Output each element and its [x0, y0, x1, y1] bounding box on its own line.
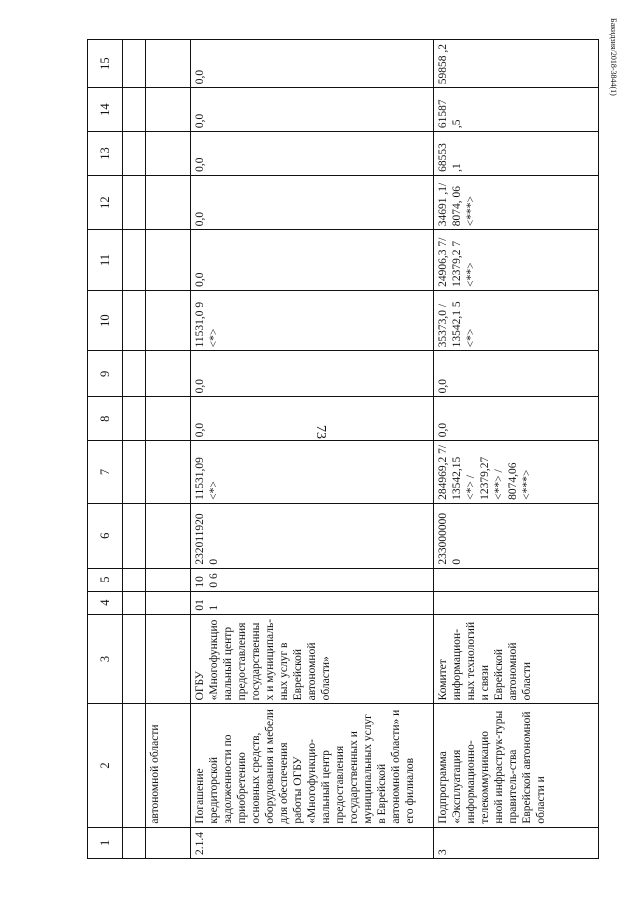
cell-col4: 011	[191, 591, 434, 614]
cell-col14: 0,0	[191, 88, 434, 132]
empty-cell	[123, 397, 146, 441]
header-row	[88, 40, 123, 859]
page-number: 73	[313, 425, 328, 439]
header-cell: 11	[88, 230, 123, 291]
executor-cell: ОГБУ «Многофункцио нальный центр предоставления государственных и муниципаль-ных услуг в Еврейской автономной области»	[191, 614, 434, 704]
program-table	[87, 39, 599, 859]
empty-cell	[123, 704, 146, 827]
header-cell: 5	[88, 568, 123, 591]
empty-cell	[123, 441, 146, 504]
header-cell: 4	[88, 591, 123, 614]
continuation-row	[146, 40, 191, 859]
empty-cell	[123, 88, 146, 132]
cell-col12: 34691 ,1/ 8074, 06 <***>	[434, 175, 599, 229]
cell-col14: 61587 ,5	[434, 88, 599, 132]
cell-col8: 0,0	[191, 397, 434, 441]
cell-col5: 100 6	[191, 568, 434, 591]
header-cell: 7	[88, 441, 123, 504]
header-cell: 6	[88, 503, 123, 568]
cell-col13: 68553 ,1	[434, 132, 599, 176]
header-cell: 10	[88, 290, 123, 351]
empty-cell	[123, 568, 146, 591]
empty-cell	[146, 614, 191, 704]
empty-cell	[146, 397, 191, 441]
empty-cell	[123, 614, 146, 704]
empty-cell	[146, 88, 191, 132]
cell-col5	[434, 568, 599, 591]
cell-col4	[434, 591, 599, 614]
cell-col15: 0,0	[191, 40, 434, 88]
activity-name-cell: Погашение кредиторской задолженности по приобретению основных средств, оборудования и мебели для обеспечения работы ОГБУ «Многофункцио-нальный центр предоставления государственных и муниципальных услуг в Еврейской автономной области» и его филиалов	[191, 704, 434, 827]
cell-col6: 233000000 0	[434, 503, 599, 568]
header-cell: 12	[88, 175, 123, 229]
header-cell: 2	[88, 704, 123, 827]
spacer-row	[123, 40, 146, 859]
cell-col6: 232011920 0	[191, 503, 434, 568]
cell-col9: 0,0	[191, 351, 434, 397]
footer-code: Бакидзия/2018-3844(1)	[609, 18, 618, 96]
empty-cell	[146, 503, 191, 568]
cell-col12: 0,0	[191, 175, 434, 229]
empty-cell	[123, 290, 146, 351]
empty-cell	[146, 40, 191, 88]
activity-name-cell: Подпрограмма «Эксплуатация информационно-телекоммуникацио нной инфраструк-туры правитель-ства Еврейской автономной области и	[434, 704, 599, 827]
cell-col10: 11531,0 9 <*>	[191, 290, 434, 351]
table-row-2-1-4	[191, 40, 434, 859]
header-cell: 9	[88, 351, 123, 397]
empty-cell	[146, 441, 191, 504]
row-number-cell: 2.1.4	[191, 827, 434, 858]
header-cell: 1	[88, 827, 123, 858]
empty-cell	[123, 175, 146, 229]
cell-col13: 0,0	[191, 132, 434, 176]
cell-col7: 11531,09 <*>	[191, 441, 434, 504]
empty-cell	[146, 230, 191, 291]
empty-cell	[146, 568, 191, 591]
cell-col10: 35373,0 / 13542,1 5 <*>	[434, 290, 599, 351]
empty-cell	[123, 503, 146, 568]
row-number-cell: 3	[434, 827, 599, 858]
table-row-3	[434, 40, 599, 859]
cell-col11: 0,0	[191, 230, 434, 291]
empty-cell	[123, 40, 146, 88]
empty-cell	[123, 351, 146, 397]
document-table-region	[87, 39, 549, 859]
executor-cell: Комитет информацион-ных технологий и связи Еврейской автономной области	[434, 614, 599, 704]
cell-col8: 0,0	[434, 397, 599, 441]
continuation-name-cell: автономной области	[146, 704, 191, 827]
cell-col11: 24906,3 7/ 12379,2 7 <**>	[434, 230, 599, 291]
empty-cell	[146, 827, 191, 858]
rotated-table-frame	[87, 39, 549, 859]
empty-cell	[146, 290, 191, 351]
empty-cell	[146, 175, 191, 229]
header-cell: 14	[88, 88, 123, 132]
empty-cell	[123, 827, 146, 858]
empty-cell	[123, 591, 146, 614]
header-cell: 15	[88, 40, 123, 88]
cell-col15: 59858 ,2	[434, 40, 599, 88]
empty-cell	[123, 132, 146, 176]
header-cell: 3	[88, 614, 123, 704]
empty-cell	[146, 591, 191, 614]
cell-col9: 0,0	[434, 351, 599, 397]
cell-col7: 284969,2 7/ 13542,15 <*> / 12379,27 <**> / 8074,06 <***>	[434, 441, 599, 504]
empty-cell	[146, 351, 191, 397]
empty-cell	[146, 132, 191, 176]
header-cell: 13	[88, 132, 123, 176]
empty-cell	[123, 230, 146, 291]
header-cell: 8	[88, 397, 123, 441]
